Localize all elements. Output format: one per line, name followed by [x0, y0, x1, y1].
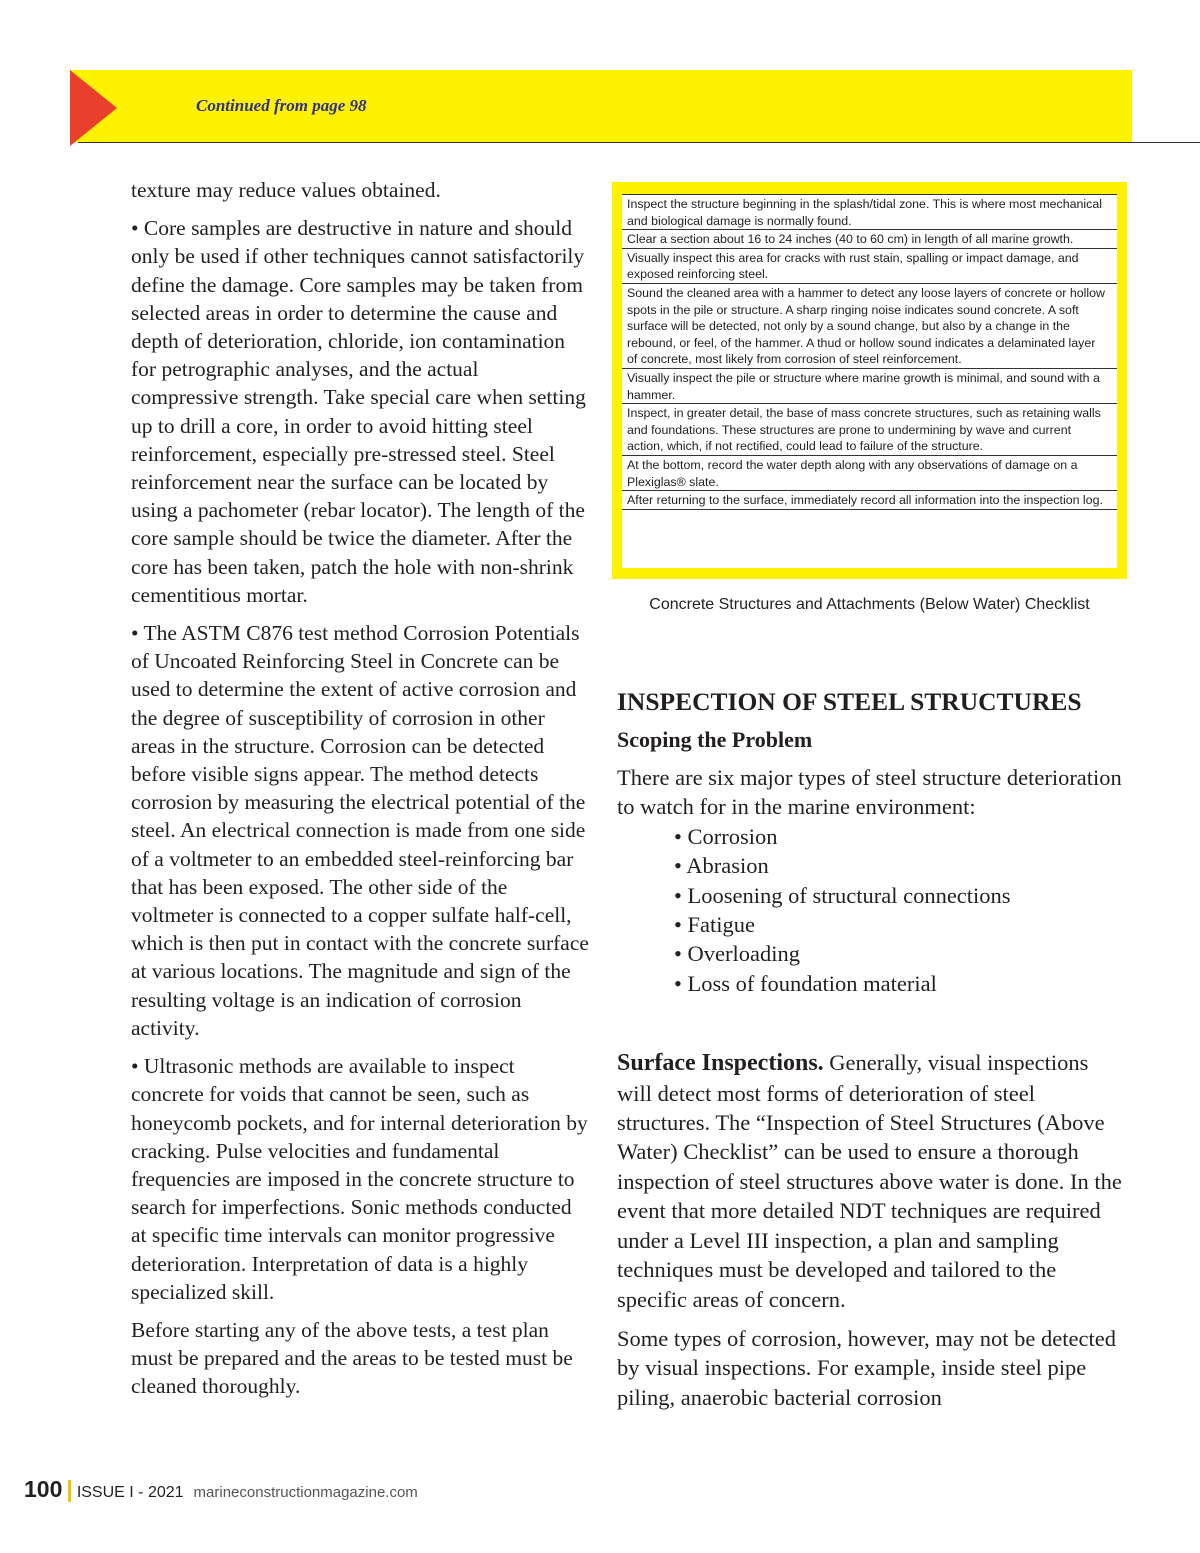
checklist-row: Visually inspect the pile or structure where marine growth is minimal, and sound with a hammer. — [622, 368, 1117, 403]
list-item: • Abrasion — [674, 853, 769, 879]
continued-from-label: Continued from page 98 — [196, 96, 367, 115]
page-footer — [24, 1476, 418, 1503]
surface-inspections-text: Generally, visual inspections will detect most forms of deterioration of steel structures. The “Inspection of Steel Structures (Above Water) Checklist” can be used to ensure a thorough inspection of steel structures above water is done. In the event that more detailed NDT techniques are required under a Level III inspection, a plan and sampling techniques must be developed and tailored to the specific areas of concern. — [617, 1050, 1122, 1312]
list-item: • Fatigue — [674, 912, 755, 938]
deterioration-list — [617, 822, 1122, 998]
intro-paragraph: There are six major types of steel structure deterioration to watch for in the marine environment: — [617, 765, 1122, 820]
surface-inspections-lead: Surface Inspections. — [617, 1050, 824, 1077]
list-item: • Corrosion — [674, 823, 778, 849]
checklist-figure — [612, 182, 1127, 579]
checklist-row: Sound the cleaned area with a hammer to detect any loose layers of concrete or hollow spots in the pile or structure. A sharp ringing noise indicates sound concrete. A soft surface will be detected, not only by a sound change, but also by a change in the rebound, or feel, of the hammer. A thud or hollow sound indicates a delaminated layer of concrete, most likely from corrosion of steel reinforcement. — [622, 283, 1117, 368]
list-item: • Loss of foundation material — [674, 970, 937, 996]
checklist-row: After returning to the surface, immediately record all information into the inspection log. — [622, 490, 1117, 510]
page-number: 100 — [24, 1476, 63, 1502]
checklist-row: Visually inspect this area for cracks with rust stain, spalling or impact damage, and exposed reinforcing steel. — [622, 248, 1117, 283]
footer-separator: | — [66, 1476, 73, 1502]
body-paragraph: Before starting any of the above tests, a test plan must be prepared and the areas to be tested must be cleaned thoroughly. — [131, 1317, 573, 1399]
body-paragraph: • Ultrasonic methods are available to inspect concrete for voids that cannot be seen, such as honeycomb pockets, and for internal deterioration by cracking. Pulse velocities and fundamental frequencies are imposed in the concrete structure to search for imperfections. Sonic methods conducted at specific time intervals can monitor progressive deterioration. Interpretation of data is a highly specialized skill. — [131, 1054, 588, 1304]
subsection-heading: Scoping the Problem — [617, 727, 813, 752]
checklist-table — [622, 194, 1117, 568]
body-paragraph: • Core samples are destructive in nature and should only be used if other techniques cannot satisfactorily define the damage. Core samples may be taken from selected areas in order to determine the cause and depth of deterioration, chloride, ion contamination for petrographic analyses, and the actual compressive strength. Take special care when setting up to drill a core, in order to avoid hitting steel reinforcement, especially pre-stressed steel. Steel reinforcement near the surface can be located by using a pachometer (rebar locator). The length of the core sample should be twice the diameter. After the core has been taken, patch the hole with non-shrink cementitious mortar. — [131, 216, 586, 607]
left-column — [131, 176, 591, 1411]
section-heading: INSPECTION OF STEEL STRUCTURES — [617, 687, 1082, 716]
figure-caption: Concrete Structures and Attachments (Below Water) Checklist — [649, 596, 1090, 613]
checklist-row: Inspect, in greater detail, the base of mass concrete structures, such as retaining walls and foundations. These structures are prone to undermining by wave and current action, which, if not rectified, could lead to failure of the structure. — [622, 403, 1117, 455]
checklist-row: Clear a section about 16 to 24 inches (40 to 60 cm) in length of all marine growth. — [622, 229, 1117, 248]
checklist-row: Inspect the structure beginning in the splash/tidal zone. This is where most mechanical and biological damage is normally found. — [622, 194, 1117, 229]
banner-arrow-icon — [70, 70, 117, 146]
surface-inspections-paragraph — [617, 1048, 1122, 1314]
list-item: • Overloading — [674, 941, 800, 967]
website-label: marineconstructionmagazine.com — [193, 1484, 418, 1501]
list-item: • Loosening of structural connections — [674, 882, 1011, 908]
issue-label: ISSUE I - 2021 — [76, 1484, 184, 1501]
header-rule — [78, 142, 1200, 143]
body-paragraph: texture may reduce values obtained. — [131, 178, 441, 202]
corrosion-paragraph: Some types of corrosion, however, may not be detected by visual inspections. For example, inside steel pipe piling, anaerobic bacterial corrosion — [617, 1325, 1116, 1410]
body-paragraph: • The ASTM C876 test method Corrosion Potentials of Uncoated Reinforcing Steel in Concrete can be used to determine the extent of active corrosion and the degree of susceptibility of corrosion in other areas in the structure. Corrosion can be detected before visible signs appear. The method detects corrosion by measuring the electrical potential of the steel. An electrical connection is made from one side of a voltmeter to an embedded steel-reinforcing bar that has been exposed. The other side of the voltmeter is connected to a copper sulfate half-cell, which is then put in contact with the concrete surface at various locations. The magnitude and sign of the resulting voltage is an indication of corrosion activity. — [131, 621, 589, 1040]
right-column — [617, 686, 1122, 1412]
checklist-row: At the bottom, record the water depth along with any observations of damage on a Plexiglas® slate. — [622, 455, 1117, 490]
